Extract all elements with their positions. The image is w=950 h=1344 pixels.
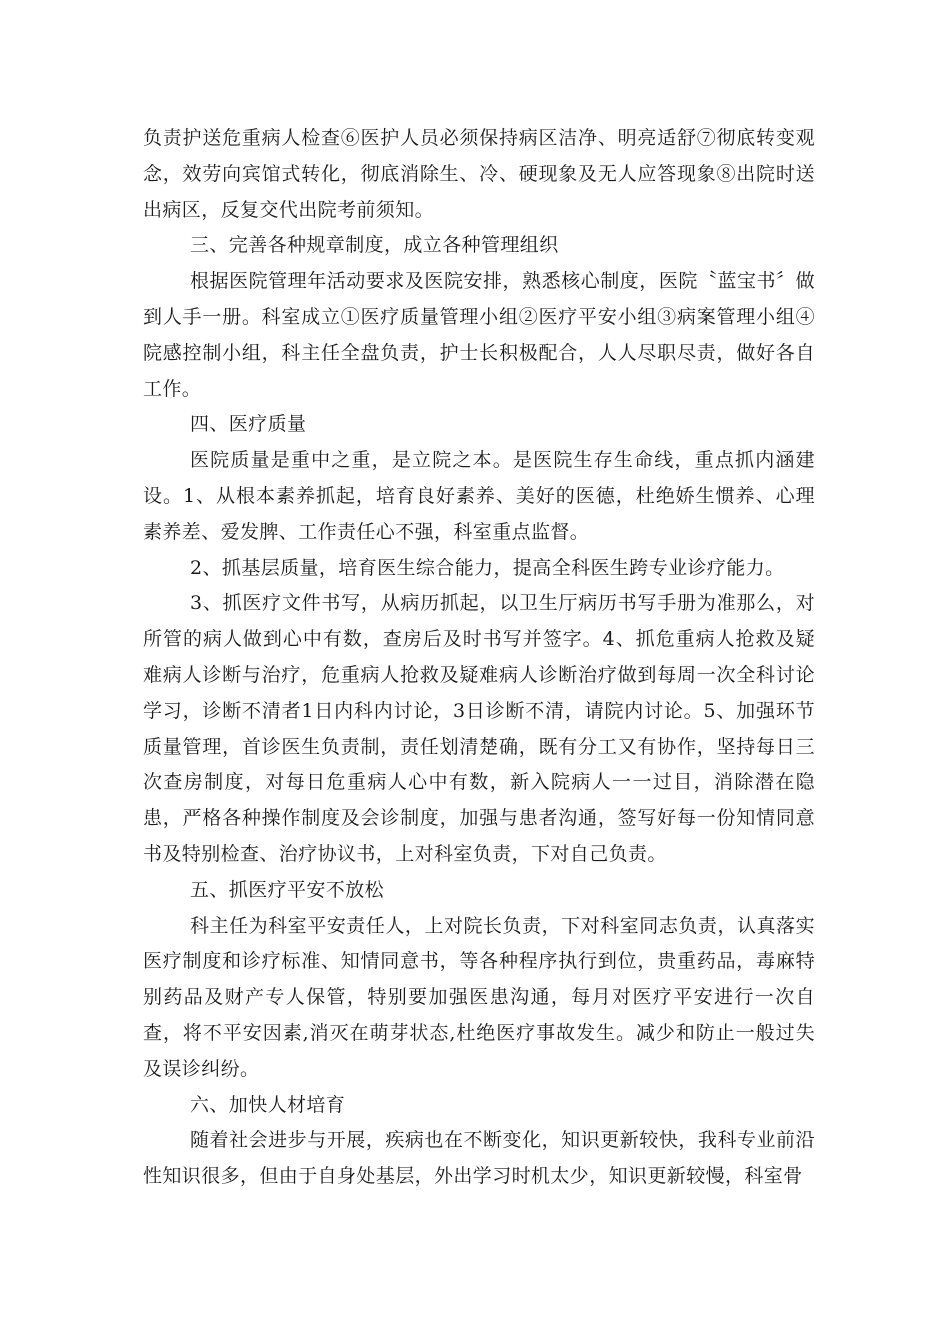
- paragraph-medical-quality: 医院质量是重中之重，是立院之本。是医院生存生命线，重点抓内涵建设。1、从根本素养抓起，培育良好素养、美好的医德，杜绝娇生惯养、心理素养差、爱发脾、工作责任心不强，科室重点监督。: [143, 449, 815, 543]
- paragraph-patient-service: 负责护送危重病人检查⑥医护人员必须保持病区洁净、明亮适舒⑦彻底转变观念，效劳向宾馆式转化，彻底消除生、冷、硬现象及无人应答现象⑧出院时送出病区，反复交代出院考前须知。: [143, 127, 815, 221]
- paragraph-grassroots-quality: 2、抓基层质量，培育医生综合能力，提高全科医生跨专业诊疗能力。: [190, 556, 785, 579]
- document-body: [143, 121, 815, 1195]
- paragraph-regulations: 根据医院管理年活动要求及医院安排，熟悉核心制度，医院〝蓝宝书〞做到人手一册。科室成立①医疗质量管理小组②医疗平安小组③病案管理小组④院感控制小组，科主任全盘负责，护士长积极配合，人人尽职尽责，做好各自工作。: [143, 270, 815, 400]
- paragraph-talent-training: 随着社会进步与开展，疾病也在不断变化，知识更新较快，我科专业前沿性知识很多，但由于自身处基层，外出学习时机太少，知识更新较慢，科室骨: [143, 1129, 815, 1188]
- section-heading-3: 三、完善各种规章制度，成立各种管理组织: [190, 234, 559, 257]
- paragraph-medical-safety: 科主任为科室平安责任人，上对院长负责，下对科室同志负责，认真落实医疗制度和诊疗标准、知情同意书，等各种程序执行到位，贵重药品，毒麻特别药品及财产专人保管，特别要加强医患沟通，每月对医疗平安进行一次自查，将不平安因素,消灭在萌芽状态,杜绝医疗事故发生。减少和防止一般过失及误诊纠纷。: [143, 914, 815, 1080]
- section-heading-4: 四、医疗质量: [190, 413, 307, 436]
- paragraph-medical-records: 3、抓医疗文件书写，从病历抓起，以卫生厅病历书写手册为准那么，对所管的病人做到心中有数，查房后及时书写并签字。4、抓危重病人抢救及疑难病人诊断与治疗，危重病人抢救及疑难病人诊断治疗做到每周一次全科讨论学习，诊断不清者1日内科内讨论，3日诊断不清，请院内讨论。5、加强环节质量管理，首诊医生负责制，责任划清楚确，既有分工又有协作，坚持每日三次查房制度，对每日危重病人心中有数，新入院病人一一过目，消除潜在隐患，严格各种操作制度及会诊制度，加强与患者沟通，签写好每一份知情同意书及特别检查、治疗协议书，上对科室负责，下对自己负责。: [143, 592, 815, 865]
- section-heading-5: 五、抓医疗平安不放松: [190, 878, 385, 901]
- section-heading-6: 六、加快人材培育: [190, 1093, 346, 1116]
